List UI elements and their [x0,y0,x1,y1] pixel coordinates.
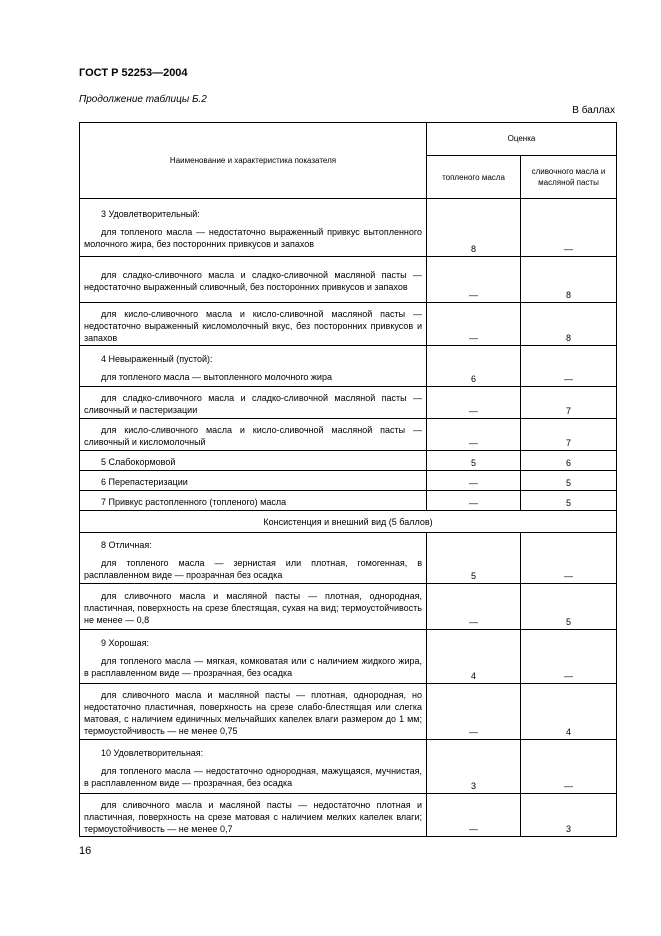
row-title: 8 Отличная: [101,539,152,550]
value-butter: 5 [521,584,617,630]
value-butter: 8 [521,257,617,303]
row-text: для кисло-сливочного масла и кисло-сливочной масляной пасты — сливочный и кисломолочный [84,425,422,447]
table-row [80,451,617,471]
table-row [80,387,617,419]
value-butter: — [521,533,617,584]
table-row [80,630,617,684]
table-row [80,533,617,584]
table-row [80,740,617,794]
value-melted: — [427,794,521,837]
row-title: 7 Привкус растопленного (топленого) масла [101,497,287,507]
row-title: 9 Хорошая: [101,638,150,648]
table-row [80,684,617,740]
table-row [80,346,617,387]
document-id: ГОСТ Р 52253—2004 [79,67,188,79]
value-butter: 6 [521,451,617,471]
value-butter: 5 [521,471,617,491]
row-title: 10 Удовлетворительная: [101,748,204,758]
header-score: Оценка [427,123,617,156]
value-melted: — [427,584,521,630]
value-butter: 8 [521,303,617,346]
section-title: Консистенция и внешний вид (5 баллов) [80,511,617,533]
value-melted: — [427,303,521,346]
table-row [80,471,617,491]
value-butter: 3 [521,794,617,837]
table-row [80,199,617,257]
header-melted-butter: топленого масла [427,156,521,199]
row-title: 5 Слабокормовой [101,457,176,467]
value-melted: — [427,491,521,511]
value-melted: 5 [427,451,521,471]
table-row [80,584,617,630]
row-title: 4 Невыраженный (пустой): [101,353,213,364]
value-butter: — [521,630,617,684]
section-row [80,511,617,533]
row-text: для топленого масла — зернистая или плотная, гомогенная, в расплавленном виде — прозрачная без осадка [84,557,422,580]
value-melted: 5 [427,533,521,584]
header-indicator: Наименование и характеристика показателя [80,123,427,199]
value-butter: — [521,199,617,257]
value-butter: — [521,740,617,794]
page-number: 16 [79,845,92,857]
value-butter: 5 [521,491,617,511]
row-text: для сливочного масла и масляной пасты — плотная, однородная, пластичная, поверхность на срезе блестящая, сухая на вид; термоустойчивость не менее — 0,8 [84,591,422,625]
row-text: для сладко-сливочного масла и сладко-сливочной масляной пасты — недостаточно выраженный сливочный, без посторонних привкусов и запахов [84,270,422,292]
value-melted: — [427,684,521,740]
value-butter: 7 [521,387,617,419]
value-butter: 4 [521,684,617,740]
value-melted: — [427,471,521,491]
units-note: В баллах [572,105,615,116]
row-text: для сливочного масла и масляной пасты — плотная, однородная, но недостаточно пластичная, поверхность на срезе слабо-блестящая или слегка матовая, с наличием единичных мельчайших капелек влаги размером до 1 мм; термоустойчивость — не менее 0,75 [84,690,422,736]
table-row [80,794,617,837]
table-continuation-caption: Продолжение таблицы Б.2 [79,94,207,105]
table-row [80,257,617,303]
value-butter: — [521,346,617,387]
row-text: для топленого масла — недостаточно выраженный привкус вытопленного молочного жира, без посторонних привкусов и запахов [84,227,422,249]
value-melted: — [427,387,521,419]
table-row [80,491,617,511]
row-text: для топленого масла — мягкая, комковатая или с наличием жидкого жира, в расплавленном виде — прозрачная, без осадка [84,656,422,678]
row-title: 3 Удовлетворительный: [101,209,200,219]
row-text: для сливочного масла и масляной пасты — недостаточно плотная и пластичная, поверхность на срезе матовая с наличием мелких капелек влаги; термоустойчивость — не менее 0,7 [84,799,422,834]
value-melted: 3 [427,740,521,794]
table-row [80,303,617,346]
row-text: для топленого масла — недостаточно однородная, мажущаяся, мучнистая, в расплавленном виде — прозрачная, без осадка [84,766,422,788]
value-melted: 4 [427,630,521,684]
table-row [80,419,617,451]
row-title: 6 Перепастеризации [101,477,188,487]
value-butter: 7 [521,419,617,451]
value-melted: 8 [427,199,521,257]
evaluation-table [79,122,617,837]
value-melted: 6 [427,346,521,387]
value-melted: — [427,419,521,451]
header-butter-paste: сливочного масла и масляной пасты [521,156,617,199]
value-melted: — [427,257,521,303]
row-text: для кисло-сливочного масла и кисло-сливочной масляной пасты — недостаточно выраженный кисломолочный вкус, без посторонних привкусов и запахов [84,308,422,343]
row-text: для топленого масла — вытопленного молочного жира [101,371,332,382]
row-text: для сладко-сливочного масла и сладко-сливочной масляной пасты — сливочный и пастеризации [84,393,422,415]
table-header-row [80,123,617,156]
